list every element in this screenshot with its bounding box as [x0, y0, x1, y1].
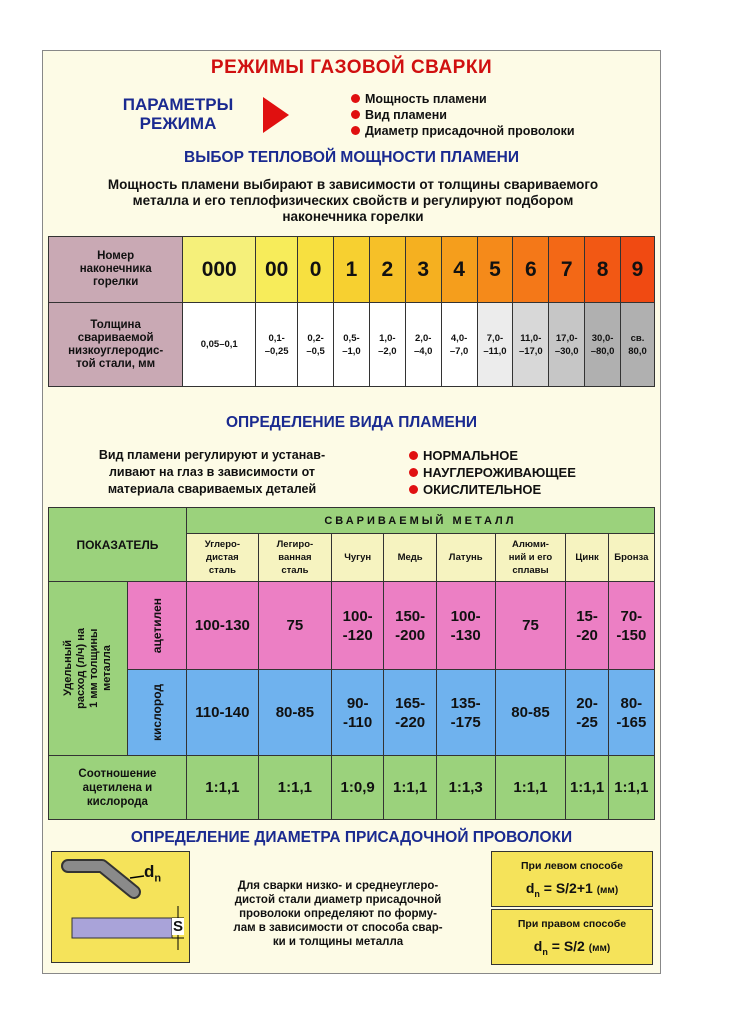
thickness-range: 1,0- –2,0	[369, 303, 405, 387]
wire-text: Для сварки низко- и среднеуглеро- дистой стали диаметр присадочной проволоки определяют по форму- лам в зависимости от способа свар- ки и толщины металла	[233, 880, 443, 948]
acetylene-value: 15- -20	[566, 582, 608, 670]
tip-number: 5	[477, 237, 513, 303]
thickness-range: св. 80,0	[621, 303, 655, 387]
metal-name: Углеро- дистая сталь	[186, 534, 258, 582]
params-label: ПАРАМЕТРЫ РЕЖИМА	[122, 95, 234, 133]
oxygen-value: 90- -110	[331, 670, 383, 756]
bullet-icon	[351, 126, 360, 135]
poster	[42, 50, 661, 974]
oxygen-value: 165- -220	[384, 670, 436, 756]
thickness-range: 0,05–0,1	[183, 303, 256, 387]
ratio-value: 1:1,1	[566, 756, 608, 820]
thickness-range: 7,0- –11,0	[477, 303, 513, 387]
thickness-range: 11,0- –17,0	[513, 303, 549, 387]
s-label: S	[173, 918, 184, 935]
flame-type-item: НАУГЛЕРОЖИВАЮЩЕЕ	[409, 464, 576, 481]
tip-number: 2	[369, 237, 405, 303]
left-method-formula: $d_n = S/2+1$ (мм)	[525, 880, 619, 899]
metal-name: Латунь	[436, 534, 495, 582]
flame-types	[409, 447, 576, 498]
right-method-box	[491, 909, 653, 965]
oxygen-value: 80-85	[495, 670, 566, 756]
metal-name: Чугун	[331, 534, 383, 582]
ratio-value: 1:1,1	[186, 756, 258, 820]
tip-number: 9	[621, 237, 655, 303]
oxygen-value: 20- -25	[566, 670, 608, 756]
acetylene-value: 100- -130	[436, 582, 495, 670]
thickness-range: 2,0- –4,0	[405, 303, 441, 387]
tip-number: 000	[183, 237, 256, 303]
acetylene-label: ацетилен	[128, 582, 187, 670]
right-method-formula: $d_n = S/2$ (мм)	[533, 938, 611, 957]
tip-number: 1	[334, 237, 370, 303]
oxygen-value: 80-85	[258, 670, 331, 756]
dn-label: $d_n$	[144, 862, 162, 885]
arrow-right-icon	[263, 97, 289, 133]
oxygen-label: кислород	[128, 670, 187, 756]
ratio-label: Соотношение ацетилена и кислорода	[49, 756, 187, 820]
ratio-value: 1:1,1	[384, 756, 436, 820]
bullet-icon	[409, 451, 418, 460]
ratio-value: 1:1,3	[436, 756, 495, 820]
wire-title: ОПРЕДЕЛЕНИЕ ДИАМЕТРА ПРИСАДОЧНОЙ ПРОВОЛОКИ	[130, 829, 573, 846]
acetylene-value: 150- -200	[384, 582, 436, 670]
acetylene-value: 70- -150	[608, 582, 654, 670]
oxygen-value: 110-140	[186, 670, 258, 756]
consumption-label: Удельный расход (л/ч) на 1 мм толщины металла	[49, 582, 128, 756]
power-title: ВЫБОР ТЕПЛОВОЙ МОЩНОСТИ ПЛАМЕНИ	[184, 149, 519, 166]
metal-name: Легиро- ванная сталь	[258, 534, 331, 582]
tip-number: 3	[405, 237, 441, 303]
ratio-value: 1:1,1	[258, 756, 331, 820]
thickness-range: 0,1- –0,25	[256, 303, 298, 387]
acetylene-value: 75	[495, 582, 566, 670]
bullet-icon	[409, 468, 418, 477]
tip-number: 7	[549, 237, 585, 303]
flame-type-item: ОКИСЛИТЕЛЬНОЕ	[409, 481, 576, 498]
metal-header: СВАРИВАЕМЫЙ МЕТАЛЛ	[186, 508, 654, 534]
tip-number: 8	[585, 237, 621, 303]
right-method-label: При правом способе	[517, 918, 627, 930]
poster-title: РЕЖИМЫ ГАЗОВОЙ СВАРКИ	[210, 57, 493, 78]
indicator-header: ПОКАЗАТЕЛЬ	[49, 508, 187, 582]
tip-table	[48, 236, 655, 387]
acetylene-value: 100- -120	[331, 582, 383, 670]
metal-name: Медь	[384, 534, 436, 582]
params-item: Диаметр присадочной проволоки	[351, 123, 575, 139]
left-method-box	[491, 851, 653, 907]
thickness-header: Толщина свариваемой низкоуглеродис- той стали, мм	[49, 303, 183, 387]
thickness-range: 0,5- –1,0	[334, 303, 370, 387]
oxygen-value: 80- -165	[608, 670, 654, 756]
flame-type-item: НОРМАЛЬНОЕ	[409, 447, 576, 464]
params-item: Вид пламени	[351, 107, 575, 123]
ratio-value: 1:0,9	[331, 756, 383, 820]
tip-number: 0	[298, 237, 334, 303]
filler-wire-icon	[52, 852, 189, 962]
metal-name: Бронза	[608, 534, 654, 582]
ratio-value: 1:1,1	[608, 756, 654, 820]
bullet-icon	[351, 110, 360, 119]
thickness-range: 0,2- –0,5	[298, 303, 334, 387]
thickness-range: 30,0- –80,0	[585, 303, 621, 387]
params-list	[351, 91, 575, 139]
tip-number: 00	[256, 237, 298, 303]
metal-name: Цинк	[566, 534, 608, 582]
bullet-icon	[409, 485, 418, 494]
wire-diagram	[51, 851, 190, 963]
tip-number-header: Номер наконечника горелки	[49, 237, 183, 303]
flame-table	[48, 507, 655, 820]
flame-text: Вид пламени регулируют и устанав- ливают на глаз в зависимости от материала свариваемых деталей	[98, 448, 326, 496]
ratio-value: 1:1,1	[495, 756, 566, 820]
params-item: Мощность пламени	[351, 91, 575, 107]
bullet-icon	[351, 94, 360, 103]
oxygen-value: 135- -175	[436, 670, 495, 756]
acetylene-value: 100-130	[186, 582, 258, 670]
left-method-label: При левом способе	[520, 860, 624, 872]
tip-number: 6	[513, 237, 549, 303]
metal-name: Алюми- ний и его сплавы	[495, 534, 566, 582]
tip-number: 4	[441, 237, 477, 303]
thickness-range: 17,0- –30,0	[549, 303, 585, 387]
thickness-range: 4,0- –7,0	[441, 303, 477, 387]
flame-title: ОПРЕДЕЛЕНИЕ ВИДА ПЛАМЕНИ	[225, 414, 478, 431]
power-text: Мощность пламени выбирают в зависимости от толщины свариваемого металла и его теплофизических свойств и регулируют подбором наконечника горелки	[107, 177, 599, 224]
acetylene-value: 75	[258, 582, 331, 670]
